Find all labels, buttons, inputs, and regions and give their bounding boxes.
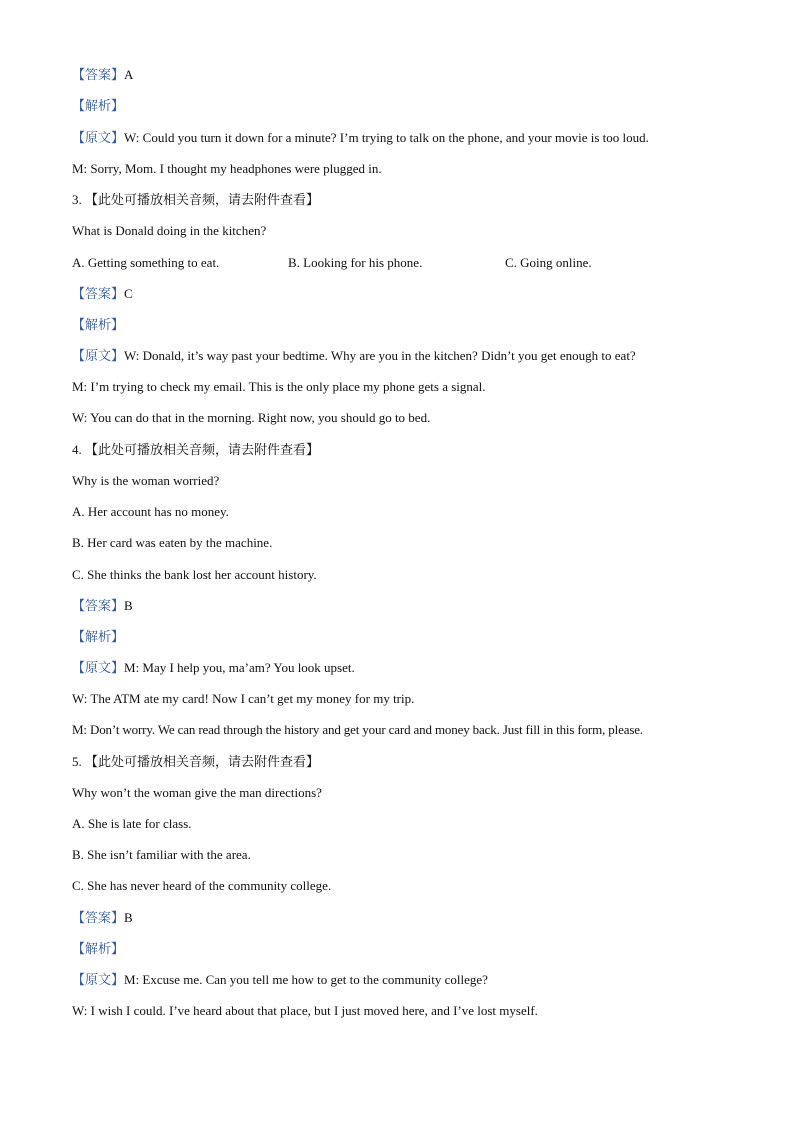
transcript-text: M: Sorry, Mom. I thought my headphones were plugged in.	[72, 161, 382, 176]
option-text: A. Her account has no money.	[72, 504, 229, 519]
question-number: 3.	[72, 192, 82, 207]
answer-line	[72, 597, 133, 616]
option-c: C. Going online.	[505, 255, 592, 270]
analysis-line	[72, 97, 124, 116]
option-text: B. Her card was eaten by the machine.	[72, 535, 273, 550]
answer-tag: 【答案】	[72, 911, 125, 926]
answer-line	[72, 66, 133, 85]
transcript-line	[72, 347, 636, 366]
option-b: B. Looking for his phone.	[288, 255, 423, 270]
audio-note[interactable]: 【此处可播放相关音频，请去附件查看】	[85, 193, 320, 208]
transcript-tag: 【原文】	[72, 131, 125, 146]
answer-line	[72, 285, 133, 304]
transcript-text: M: Excuse me. Can you tell me how to get to the community college?	[124, 972, 488, 987]
option-b	[72, 846, 251, 864]
transcript-line	[72, 659, 355, 678]
transcript-tag: 【原文】	[72, 349, 125, 364]
answer-value: B	[124, 598, 133, 613]
transcript-tag: 【原文】	[72, 973, 125, 988]
option-c	[72, 877, 331, 895]
transcript-text: W: I wish I could. I’ve heard about that place, but I just moved here, and I’ve lost myself.	[72, 1003, 538, 1018]
option-a	[72, 815, 192, 833]
option-b	[72, 534, 272, 552]
option-a	[72, 503, 229, 521]
transcript-text: M: May I help you, ma’am? You look upset.	[124, 660, 355, 675]
audio-note[interactable]: 【此处可播放相关音频，请去附件查看】	[85, 443, 320, 458]
question-text: Why is the woman worried?	[72, 473, 220, 488]
option-text: C. She has never heard of the community college.	[72, 878, 332, 893]
question-stem	[72, 222, 266, 240]
transcript-line	[72, 378, 486, 396]
transcript-text: M: Don’t worry. We can read through the history and get your card and money back. Just fill in this form, please.	[72, 722, 643, 737]
answer-tag: 【答案】	[72, 599, 125, 614]
transcript-line	[72, 129, 649, 148]
question-stem	[72, 784, 322, 802]
question-number: 4.	[72, 442, 82, 457]
analysis-line	[72, 628, 124, 647]
option-text: B. She isn’t familiar with the area.	[72, 847, 251, 862]
transcript-line	[72, 690, 414, 708]
analysis-tag: 【解析】	[72, 318, 125, 333]
option-text: C. She thinks the bank lost her account history.	[72, 567, 317, 582]
transcript-text: W: The ATM ate my card! Now I can’t get my money for my trip.	[72, 691, 415, 706]
option-a: A. Getting something to eat.	[72, 255, 220, 270]
answer-value: B	[124, 910, 133, 925]
transcript-text: W: Donald, it’s way past your bedtime. Why are you in the kitchen? Didn’t you get enough to eat?	[124, 348, 636, 363]
analysis-tag: 【解析】	[72, 942, 125, 957]
analysis-tag: 【解析】	[72, 630, 125, 645]
audio-note[interactable]: 【此处可播放相关音频，请去附件查看】	[85, 755, 320, 770]
answer-value: A	[124, 67, 134, 82]
transcript-line	[72, 160, 382, 178]
transcript-line	[72, 721, 643, 739]
option-c	[72, 566, 317, 584]
option-text: A. She is late for class.	[72, 816, 192, 831]
transcript-line	[72, 1002, 538, 1020]
transcript-tag: 【原文】	[72, 661, 125, 676]
question-stem	[72, 472, 219, 490]
question-header	[72, 753, 319, 772]
question-text: Why won’t the woman give the man directions?	[72, 785, 322, 800]
transcript-line	[72, 971, 488, 990]
analysis-tag: 【解析】	[72, 99, 125, 114]
answer-tag: 【答案】	[72, 68, 125, 83]
answer-value: C	[124, 286, 133, 301]
question-header	[72, 441, 319, 460]
answer-line	[72, 909, 133, 928]
transcript-text: W: Could you turn it down for a minute? I’m trying to talk on the phone, and your movie is too loud.	[124, 130, 649, 145]
analysis-line	[72, 940, 124, 959]
answer-tag: 【答案】	[72, 287, 125, 302]
question-header	[72, 191, 319, 210]
transcript-text: M: I’m trying to check my email. This is the only place my phone gets a signal.	[72, 379, 486, 394]
transcript-text: W: You can do that in the morning. Right now, you should go to bed.	[72, 410, 431, 425]
analysis-line	[72, 316, 124, 335]
transcript-line	[72, 409, 430, 427]
question-number: 5.	[72, 754, 82, 769]
question-text: What is Donald doing in the kitchen?	[72, 223, 267, 238]
options-row	[72, 254, 722, 272]
